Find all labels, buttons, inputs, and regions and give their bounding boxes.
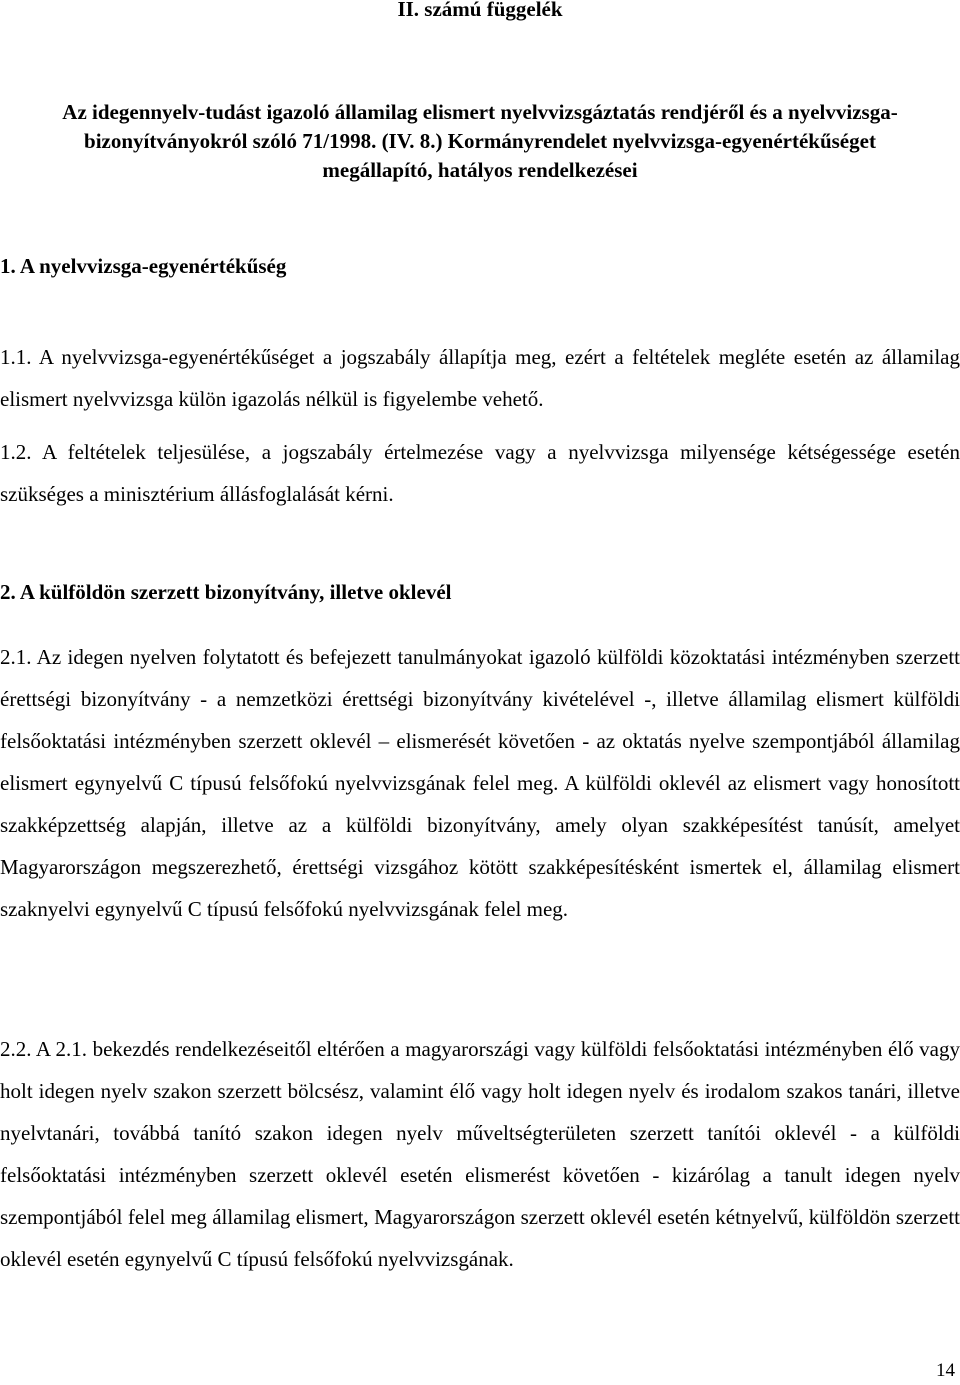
paragraph-1-1: 1.1. A nyelvvizsga-egyenértékűséget a jogszabály állapítja meg, ezért a feltételek megléte esetén az államilag elismert nyelvvizsga külön igazolás nélkül is figyelembe vehető.	[0, 345, 960, 411]
appendix-title: II. számú függelék	[397, 0, 563, 21]
paragraph-2-1: 2.1. Az idegen nyelven folytatott és befejezett tanulmányokat igazoló külföldi közoktatási intézményben szerzett érettségi bizonyítvány - a nemzetközi érettségi bizonyítvány kivételével -, illetve államilag elismert külföldi felsőoktatási intézményben szerzett oklevél – elismerését követően - az oktatás nyelve szempontjából államilag elismert egynyelvű C típusú felsőfokú nyelvvizsgának felel meg. A külföldi oklevél az elismert vagy honosított szakképzettség alapján, illetve az a külföldi bizonyítvány, amely olyan szakképesítést tanúsít, amelyet Magyarországon megszerezhető, érettségi vizsgához kötött szakképesítésként ismertek el, államilag elismert szaknyelvi egynyelvű C típusú felsőfokú nyelvvizsgának felel meg.	[0, 645, 960, 921]
section-heading-2: 2. A külföldön szerzett bizonyítvány, illetve oklevél	[0, 580, 452, 604]
section-heading-1: 1. A nyelvvizsga-egyenértékűség	[0, 254, 287, 278]
paragraph-2-2: 2.2. A 2.1. bekezdés rendelkezéseitől eltérően a magyarországi vagy külföldi felsőoktatási intézményben élő vagy holt idegen nyelv szakon szerzett bölcsész, valamint élő vagy holt idegen nyelv és irodalom szakos tanári, illetve nyelvtanári, továbbá tanító szakon idegen nyelv műveltségterületen szerzett tanítói oklevél - a külföldi felsőoktatási intézményben szerzett oklevél esetén elismerést követően - kizárólag a tanult idegen nyelv szempontjából felel meg államilag elismert, Magyarországon szerzett oklevél esetén kétnyelvű, külföldön szerzett oklevél esetén egynyelvű C típusú felsőfokú nyelvvizsgának.	[0, 1037, 960, 1271]
paragraph-1-2: 1.2. A feltételek teljesülése, a jogszabály értelmezése vagy a nyelvvizsga milyensége kétségessége esetén szükséges a minisztérium állásfoglalását kérni.	[0, 440, 960, 506]
page-number: 14	[936, 1360, 955, 1381]
decree-title: Az idegennyelv-tudást igazoló államilag elismert nyelvvizsgáztatás rendjéről és a nyelvvizsga-bizonyítványokról szóló 71/1998. (IV. 8.) Kormányrendelet nyelvvizsga-egyenértékűséget megállapító, hatályos rendelkezései	[62, 100, 898, 182]
